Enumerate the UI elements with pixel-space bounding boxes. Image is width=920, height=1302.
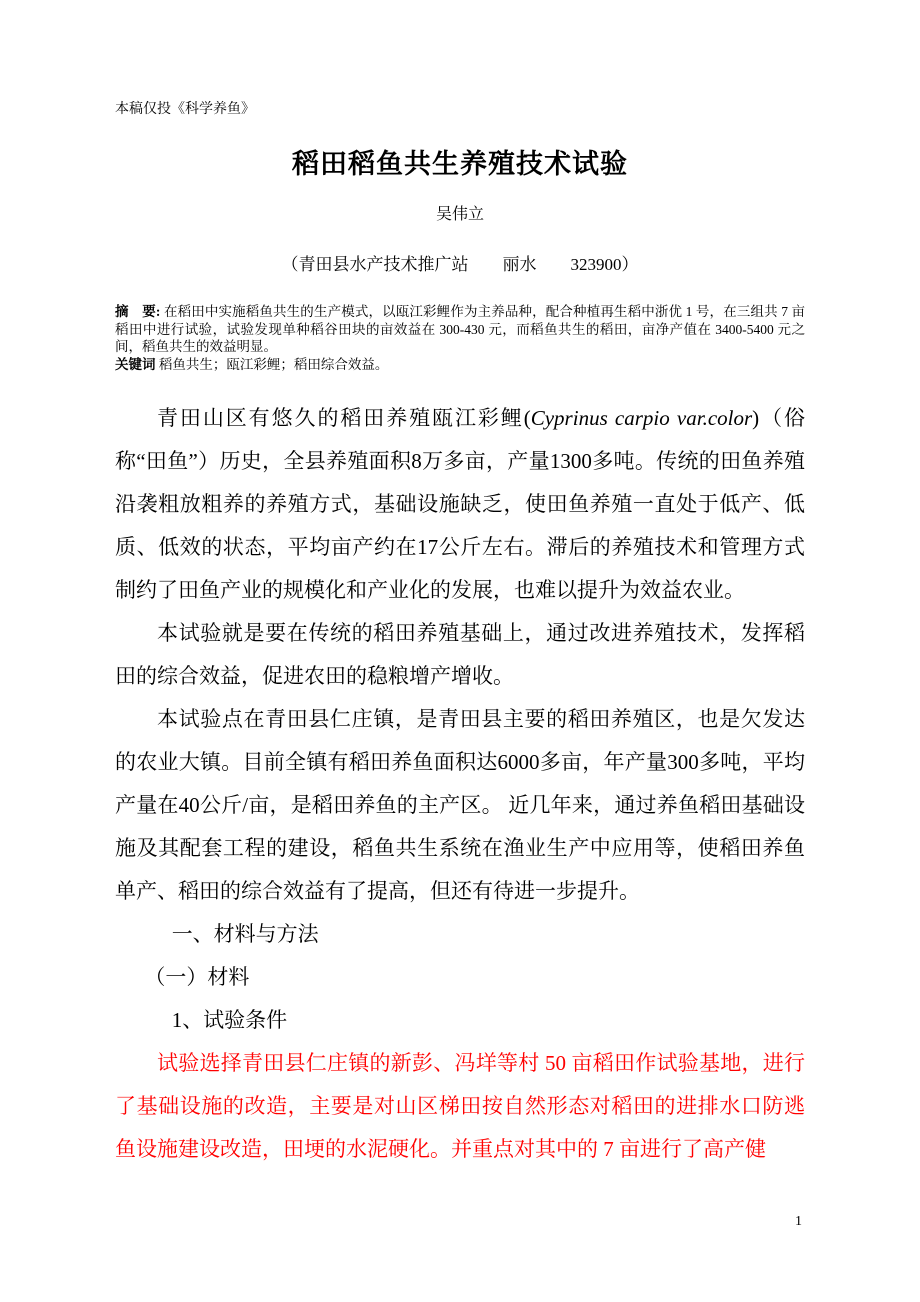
body-paragraph-4-highlighted: 试验选择青田县仁庄镇的新彭、冯垟等村 50 亩稻田作试验基地，进行了基础设施的改造，主要是对山区梯田按自然形态对稻田的进排水口防逃鱼设施建设改造，田埂的水泥硬化。并重点对其中的 7 亩进行了高产健 <box>115 1051 805 1161</box>
body-paragraph-1 <box>115 397 805 612</box>
subsection-heading-materials: （一）材料 <box>144 965 250 989</box>
author-name: 吴伟立 <box>435 206 484 223</box>
abstract-line <box>115 303 805 356</box>
abstract-block <box>115 303 805 373</box>
keywords-text: 稻鱼共生；瓯江彩鲤；稻田综合效益。 <box>158 356 389 372</box>
abstract-text: 在稻田中实施稻鱼共生的生产模式，以瓯江彩鲤作为主养品种，配合种植再生稻中浙优 1 号，在三组共 7 亩稻田中进行试验，试验发现单种稻谷田块的亩效益在 300-430 元，而稻鱼共生的稻田，亩净产值在 3400-5400 元之间，稻鱼共生的效益明显。 <box>115 304 806 354</box>
page-number: 1 <box>795 1214 802 1229</box>
keywords-line <box>115 356 805 374</box>
body-paragraph-3: 本试验点在青田县仁庄镇，是青田县主要的稻田养殖区，也是欠发达的农业大镇。目前全镇有稻田养鱼面积达6000多亩，年产量300多吨，平均产量在40公斤/亩，是稻田养鱼的主产区。 近几年来，通过养鱼稻田基础设施及其配套工程的建设，稻鱼共生系统在渔业生产中应用等，使稻田养鱼单产、稻田的综合效益有了提高，但还有待进一步提升。 <box>115 707 805 903</box>
paragraph-1-pre: 青田山区有悠久的稻田养殖瓯江彩鲤( <box>157 406 531 430</box>
manuscript-note: 本稿仅投《科学养鱼》 <box>115 102 255 117</box>
keywords-label: 关键词 <box>115 356 156 372</box>
paper-title: 稻田稻鱼共生养殖技术试验 <box>292 149 628 179</box>
paragraph-1-post: )（俗称“田鱼”）历史，全县养殖面积8万多亩，产量1300多吨。传统的田鱼养殖沿袭粗放粗养的养殖方式，基础设施缺乏，使田鱼养殖一直处于低产、低质、低效的状态，平均亩产约在17公斤左右。滞后的养殖技术和管理方式制约了田鱼产业的规模化和产业化的发展，也难以提升为效益农业。 <box>115 406 805 602</box>
species-latin-name: Cyprinus carpio var.color <box>530 406 753 430</box>
affiliation: （青田县水产技术推广站 丽水 323900） <box>281 255 639 274</box>
subsection-heading-conditions: 1、试验条件 <box>171 1008 288 1032</box>
abstract-label: 摘 要: <box>115 304 161 319</box>
section-heading-methods: 一、材料与方法 <box>171 922 319 946</box>
body-paragraph-2: 本试验就是要在传统的稻田养殖基础上，通过改进养殖技术，发挥稻田的综合效益，促进农田的稳粮增产增收。 <box>115 621 805 688</box>
body-text <box>115 397 805 1171</box>
